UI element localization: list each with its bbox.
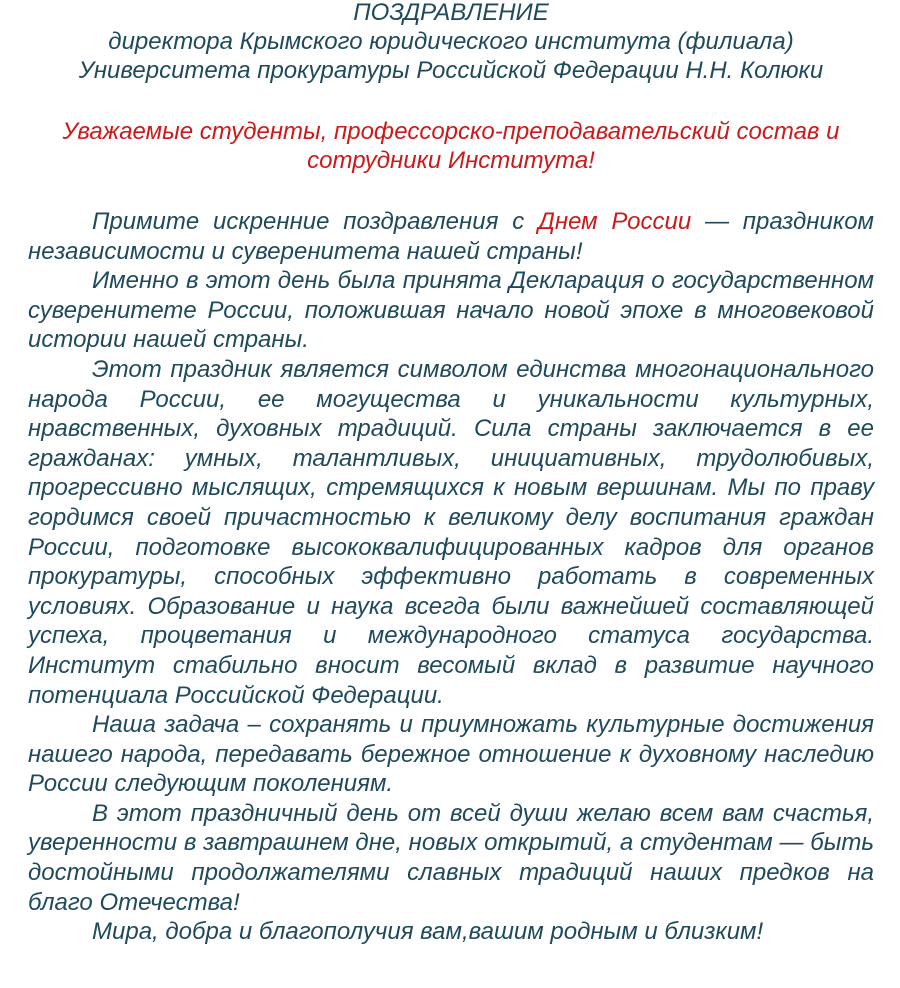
paragraph-1-start: Примите искренние поздравления с [92, 208, 538, 235]
document-title: ПОЗДРАВЛЕНИЕ [353, 0, 549, 26]
document-heading [28, 0, 874, 85]
greeting-document [28, 0, 874, 947]
author-line-1: директора Крымского юридического института (филиала) [108, 28, 794, 55]
paragraph-1-end: — праздником независимости и суверенитета нашей страны! [28, 208, 874, 265]
greeting-body [28, 207, 874, 947]
paragraph-5: В этот праздничный день от всей души желаю всем вам счастья, уверенности в завтрашнем дне, новых открытий, а студентам — быть достойными продолжателями славных традиций наших предков на благо Отечества! [28, 799, 874, 916]
paragraph-6: Мира, добра и благополучия вам,вашим родным и близким! [92, 918, 764, 946]
salutation-line-1: Уважаемые студенты, профессорско-преподавательский состав и [62, 118, 840, 145]
paragraph-4: Наша задача – сохранять и приумножать культурные достижения нашего народа, передавать бережное отношение к духовному наследию России следующим поколениям. [28, 711, 874, 798]
author-line-2: Университета прокуратуры Российской Федерации Н.Н. Колюки [78, 57, 824, 84]
russia-day-highlight: Днем России [537, 208, 692, 235]
salutation-line-2: сотрудники Института! [307, 147, 595, 174]
paragraph-2: Именно в этот день была принята Декларация о государственном суверенитете России, положившая начало новой эпохе в многовековой истории нашей страны. [28, 267, 874, 354]
paragraph-1 [28, 207, 874, 266]
paragraph-3: Этот праздник является символом единства многонационального народа России, ее могущества и уникальности культурных, нравственных, духовных традиций. Сила страны заключается в ее гражданах: умных, талантливых, инициативных, трудолюбивых, прогрессивно мыслящих, стремящихся к новым вершинам. Мы по праву гордимся своей причастностью к великому делу воспитания граждан России, подготовке высококвалифицированных кадров для органов прокуратуры, способных эффективно работать в современных условиях. Образование и наука всегда были важнейшей составляющей успеха, процветания и международного статуса государства. Институт стабильно вносит весомый вклад в развитие научного потенциала Российской Федерации. [28, 355, 874, 709]
salutation [28, 117, 874, 175]
